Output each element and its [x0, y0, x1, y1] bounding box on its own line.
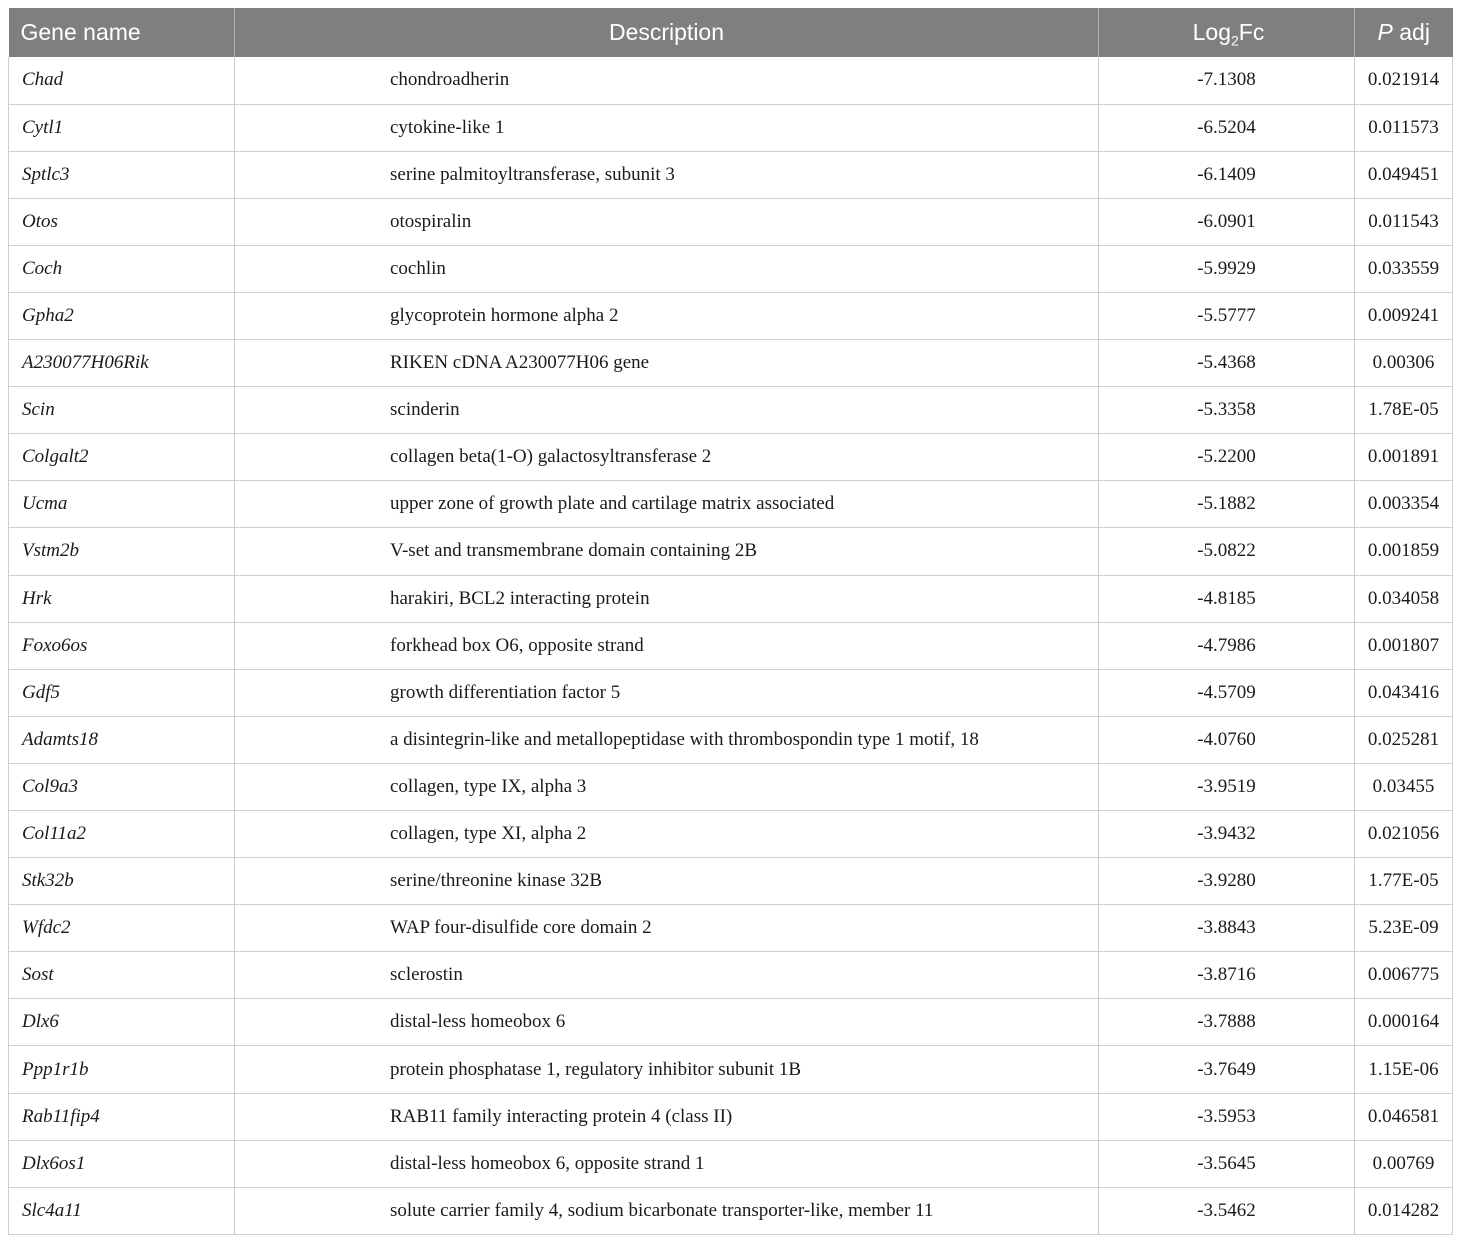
- description-cell: cochlin: [235, 245, 1099, 292]
- log2fc-cell: -6.5204: [1099, 104, 1355, 151]
- table-row: [9, 198, 1453, 245]
- padj-cell: 0.03455: [1355, 763, 1453, 810]
- header-padj: [1355, 8, 1453, 57]
- padj-cell: 0.001891: [1355, 434, 1453, 481]
- log2fc-cell: -5.3358: [1099, 387, 1355, 434]
- table-row: [9, 858, 1453, 905]
- log2fc-cell: -5.1882: [1099, 481, 1355, 528]
- padj-cell: 0.021914: [1355, 57, 1453, 104]
- description-cell: RIKEN cDNA A230077H06 gene: [235, 340, 1099, 387]
- log2fc-cell: -3.7888: [1099, 999, 1355, 1046]
- description-cell: distal-less homeobox 6, opposite strand 1: [235, 1140, 1099, 1187]
- table-row: [9, 811, 1453, 858]
- log2fc-cell: -3.7649: [1099, 1046, 1355, 1093]
- table-body: [9, 57, 1453, 1234]
- description-cell: solute carrier family 4, sodium bicarbonate transporter-like, member 11: [235, 1187, 1099, 1234]
- gene-name-cell: Adamts18: [9, 716, 235, 763]
- gene-name-cell: Otos: [9, 198, 235, 245]
- gene-name-cell: Stk32b: [9, 858, 235, 905]
- log2fc-cell: -3.5462: [1099, 1187, 1355, 1234]
- gene-name-cell: Dlx6os1: [9, 1140, 235, 1187]
- log2fc-cell: -6.1409: [1099, 151, 1355, 198]
- gene-name-cell: Ucma: [9, 481, 235, 528]
- description-cell: cytokine-like 1: [235, 104, 1099, 151]
- gene-name-cell: Chad: [9, 57, 235, 104]
- padj-cell: 0.001859: [1355, 528, 1453, 575]
- description-cell: RAB11 family interacting protein 4 (class II): [235, 1093, 1099, 1140]
- table-row: [9, 151, 1453, 198]
- gene-name-cell: Dlx6: [9, 999, 235, 1046]
- description-cell: WAP four-disulfide core domain 2: [235, 905, 1099, 952]
- description-cell: sclerostin: [235, 952, 1099, 999]
- gene-name-cell: Gpha2: [9, 292, 235, 339]
- table-row: [9, 1187, 1453, 1234]
- header-log-sub: 2: [1231, 32, 1239, 49]
- gene-name-cell: Foxo6os: [9, 622, 235, 669]
- log2fc-cell: -5.0822: [1099, 528, 1355, 575]
- table-row: [9, 622, 1453, 669]
- gene-name-cell: Scin: [9, 387, 235, 434]
- padj-cell: 0.033559: [1355, 245, 1453, 292]
- table-row: [9, 57, 1453, 104]
- header-padj-italic: P: [1377, 19, 1393, 45]
- header-log-prefix: Log: [1192, 19, 1231, 45]
- description-cell: forkhead box O6, opposite strand: [235, 622, 1099, 669]
- table-row: [9, 999, 1453, 1046]
- description-cell: upper zone of growth plate and cartilage matrix associated: [235, 481, 1099, 528]
- log2fc-cell: -5.9929: [1099, 245, 1355, 292]
- table-row: [9, 1046, 1453, 1093]
- table-row: [9, 340, 1453, 387]
- description-cell: growth differentiation factor 5: [235, 669, 1099, 716]
- gene-expression-table: [8, 8, 1453, 1235]
- log2fc-cell: -3.5645: [1099, 1140, 1355, 1187]
- table-row: [9, 1093, 1453, 1140]
- description-cell: collagen beta(1-O) galactosyltransferase 2: [235, 434, 1099, 481]
- log2fc-cell: -4.0760: [1099, 716, 1355, 763]
- header-log2fc: [1099, 8, 1355, 57]
- description-cell: glycoprotein hormone alpha 2: [235, 292, 1099, 339]
- padj-cell: 0.003354: [1355, 481, 1453, 528]
- table-header: [9, 8, 1453, 57]
- padj-cell: 5.23E-09: [1355, 905, 1453, 952]
- log2fc-cell: -3.9432: [1099, 811, 1355, 858]
- table-row: [9, 905, 1453, 952]
- log2fc-cell: -3.9519: [1099, 763, 1355, 810]
- log2fc-cell: -3.9280: [1099, 858, 1355, 905]
- gene-name-cell: Sost: [9, 952, 235, 999]
- gene-name-cell: Rab11fip4: [9, 1093, 235, 1140]
- log2fc-cell: -5.2200: [1099, 434, 1355, 481]
- description-cell: distal-less homeobox 6: [235, 999, 1099, 1046]
- log2fc-cell: -3.8716: [1099, 952, 1355, 999]
- padj-cell: 0.025281: [1355, 716, 1453, 763]
- log2fc-cell: -4.7986: [1099, 622, 1355, 669]
- table-row: [9, 575, 1453, 622]
- gene-name-cell: Sptlc3: [9, 151, 235, 198]
- gene-name-cell: Slc4a11: [9, 1187, 235, 1234]
- header-row: [9, 8, 1453, 57]
- padj-cell: 1.15E-06: [1355, 1046, 1453, 1093]
- log2fc-cell: -7.1308: [1099, 57, 1355, 104]
- padj-cell: 0.006775: [1355, 952, 1453, 999]
- padj-cell: 0.034058: [1355, 575, 1453, 622]
- gene-name-cell: Col9a3: [9, 763, 235, 810]
- gene-name-cell: Vstm2b: [9, 528, 235, 575]
- header-description: Description: [235, 8, 1099, 57]
- padj-cell: 0.049451: [1355, 151, 1453, 198]
- description-cell: serine/threonine kinase 32B: [235, 858, 1099, 905]
- table-row: [9, 1140, 1453, 1187]
- header-gene-name: Gene name: [9, 8, 235, 57]
- padj-cell: 0.011573: [1355, 104, 1453, 151]
- table-row: [9, 952, 1453, 999]
- padj-cell: 0.021056: [1355, 811, 1453, 858]
- description-cell: serine palmitoyltransferase, subunit 3: [235, 151, 1099, 198]
- description-cell: harakiri, BCL2 interacting protein: [235, 575, 1099, 622]
- padj-cell: 0.014282: [1355, 1187, 1453, 1234]
- gene-name-cell: Colgalt2: [9, 434, 235, 481]
- gene-name-cell: Ppp1r1b: [9, 1046, 235, 1093]
- log2fc-cell: -3.5953: [1099, 1093, 1355, 1140]
- table-row: [9, 669, 1453, 716]
- log2fc-cell: -4.5709: [1099, 669, 1355, 716]
- gene-name-cell: Hrk: [9, 575, 235, 622]
- gene-name-cell: Gdf5: [9, 669, 235, 716]
- description-cell: collagen, type IX, alpha 3: [235, 763, 1099, 810]
- table-row: [9, 763, 1453, 810]
- padj-cell: 0.009241: [1355, 292, 1453, 339]
- header-log-suffix: Fc: [1238, 19, 1265, 45]
- table-row: [9, 292, 1453, 339]
- description-cell: a disintegrin-like and metallopeptidase with thrombospondin type 1 motif, 18: [235, 716, 1099, 763]
- padj-cell: 1.78E-05: [1355, 387, 1453, 434]
- padj-cell: 0.00306: [1355, 340, 1453, 387]
- padj-cell: 0.043416: [1355, 669, 1453, 716]
- description-cell: collagen, type XI, alpha 2: [235, 811, 1099, 858]
- table-row: [9, 245, 1453, 292]
- header-padj-rest: adj: [1392, 19, 1430, 45]
- padj-cell: 0.001807: [1355, 622, 1453, 669]
- padj-cell: 0.00769: [1355, 1140, 1453, 1187]
- gene-name-cell: Coch: [9, 245, 235, 292]
- log2fc-cell: -5.4368: [1099, 340, 1355, 387]
- table-row: [9, 528, 1453, 575]
- gene-name-cell: Wfdc2: [9, 905, 235, 952]
- log2fc-cell: -4.8185: [1099, 575, 1355, 622]
- description-cell: scinderin: [235, 387, 1099, 434]
- table-row: [9, 716, 1453, 763]
- padj-cell: 1.77E-05: [1355, 858, 1453, 905]
- log2fc-cell: -3.8843: [1099, 905, 1355, 952]
- description-cell: protein phosphatase 1, regulatory inhibitor subunit 1B: [235, 1046, 1099, 1093]
- padj-cell: 0.046581: [1355, 1093, 1453, 1140]
- table-row: [9, 387, 1453, 434]
- padj-cell: 0.000164: [1355, 999, 1453, 1046]
- description-cell: otospiralin: [235, 198, 1099, 245]
- gene-name-cell: Col11a2: [9, 811, 235, 858]
- padj-cell: 0.011543: [1355, 198, 1453, 245]
- table-row: [9, 434, 1453, 481]
- gene-name-cell: A230077H06Rik: [9, 340, 235, 387]
- log2fc-cell: -5.5777: [1099, 292, 1355, 339]
- gene-name-cell: Cytl1: [9, 104, 235, 151]
- description-cell: V-set and transmembrane domain containing 2B: [235, 528, 1099, 575]
- description-cell: chondroadherin: [235, 57, 1099, 104]
- log2fc-cell: -6.0901: [1099, 198, 1355, 245]
- table-row: [9, 104, 1453, 151]
- table-row: [9, 481, 1453, 528]
